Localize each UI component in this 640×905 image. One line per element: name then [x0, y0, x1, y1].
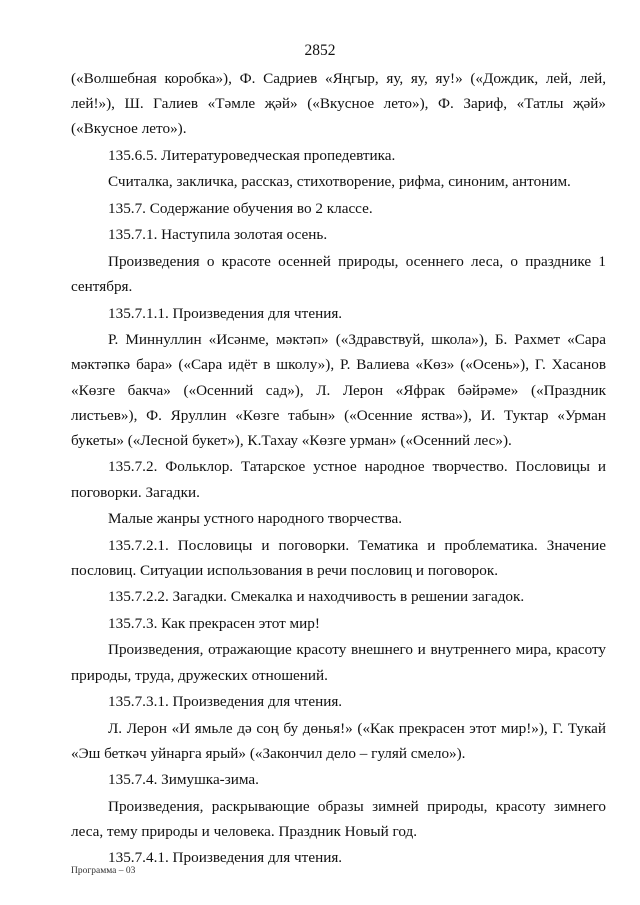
- section-heading: 135.7.3. Как прекрасен этот мир!: [108, 614, 320, 632]
- paragraph: Л. Лерон «И ямьле дә соң бу дөнья!» («Как прекрасен этот мир!»), Г. Тукай «Эш беткәч уйнарга ярый» («Закончил дело – гуляй смело»).: [71, 719, 606, 762]
- page-number: 2852: [304, 42, 336, 59]
- page-footer: Программа – 03: [71, 866, 136, 876]
- section-heading: 135.7.2.1. Пословицы и поговорки. Тематика и проблематика. Значение пословиц. Ситуации использования в речи пословиц и поговорок.: [71, 536, 606, 579]
- section-heading: 135.7.1. Наступила золотая осень.: [108, 226, 328, 244]
- paragraph: Произведения, раскрывающие образы зимней природы, красоту зимнего леса, тему природы и человека. Праздник Новый год.: [71, 797, 606, 840]
- section-heading: 135.7. Содержание обучения во 2 классе.: [108, 199, 373, 217]
- section-heading: 135.7.4. Зимушка-зима.: [108, 771, 259, 789]
- body-text: [71, 66, 606, 872]
- section-heading: 135.7.3.1. Произведения для чтения.: [108, 693, 343, 711]
- section-heading: 135.7.2. Фольклор. Татарское устное народное творчество. Пословицы и поговорки. Загадки.: [71, 458, 606, 501]
- paragraph-continuation: («Волшебная коробка»), Ф. Садриев «Яңгыр, яу, яу, яу!» («Дождик, лей, лей, лей!»), Ш. Галиев «Тәмле җәй» («Вкусное лето»), Ф. Зариф, «Татлы җәй» («Вкусное лето»).: [71, 70, 606, 138]
- paragraph: Малые жанры устного народного творчества.: [108, 510, 403, 528]
- paragraph: Р. Миннуллин «Исәнме, мәктәп» («Здравствуй, школа»), Б. Рахмет «Сара мәктәпкә бара» («Сара идёт в школу»), Р. Валиева «Көз» («Осень»), Г. Хасанов «Көзге бакча» («Осенний сад»), Л. Лерон «Яфрак бәйрәме» («Праздник листьев»), Ф. Яруллин «Көзге табын» («Осенние яства»), И. Туктар «Урман букеты» («Лесной букет»), К.Тахау «Көзге урман» («Осенний лес»).: [71, 331, 606, 449]
- paragraph: Считалка, закличка, рассказ, стихотворение, рифма, синоним, антоним.: [108, 173, 571, 191]
- section-heading: 135.6.5. Литературоведческая пропедевтика.: [108, 146, 396, 164]
- section-heading: 135.7.4.1. Произведения для чтения.: [108, 849, 343, 867]
- paragraph: Произведения, отражающие красоту внешнего и внутреннего мира, красоту природы, труда, дружеских отношений.: [71, 641, 606, 684]
- section-heading: 135.7.2.2. Загадки. Смекалка и находчивость в решении загадок.: [108, 588, 525, 606]
- section-heading: 135.7.1.1. Произведения для чтения.: [108, 304, 343, 322]
- paragraph: Произведения о красоте осенней природы, осеннего леса, о празднике 1 сентября.: [71, 252, 606, 296]
